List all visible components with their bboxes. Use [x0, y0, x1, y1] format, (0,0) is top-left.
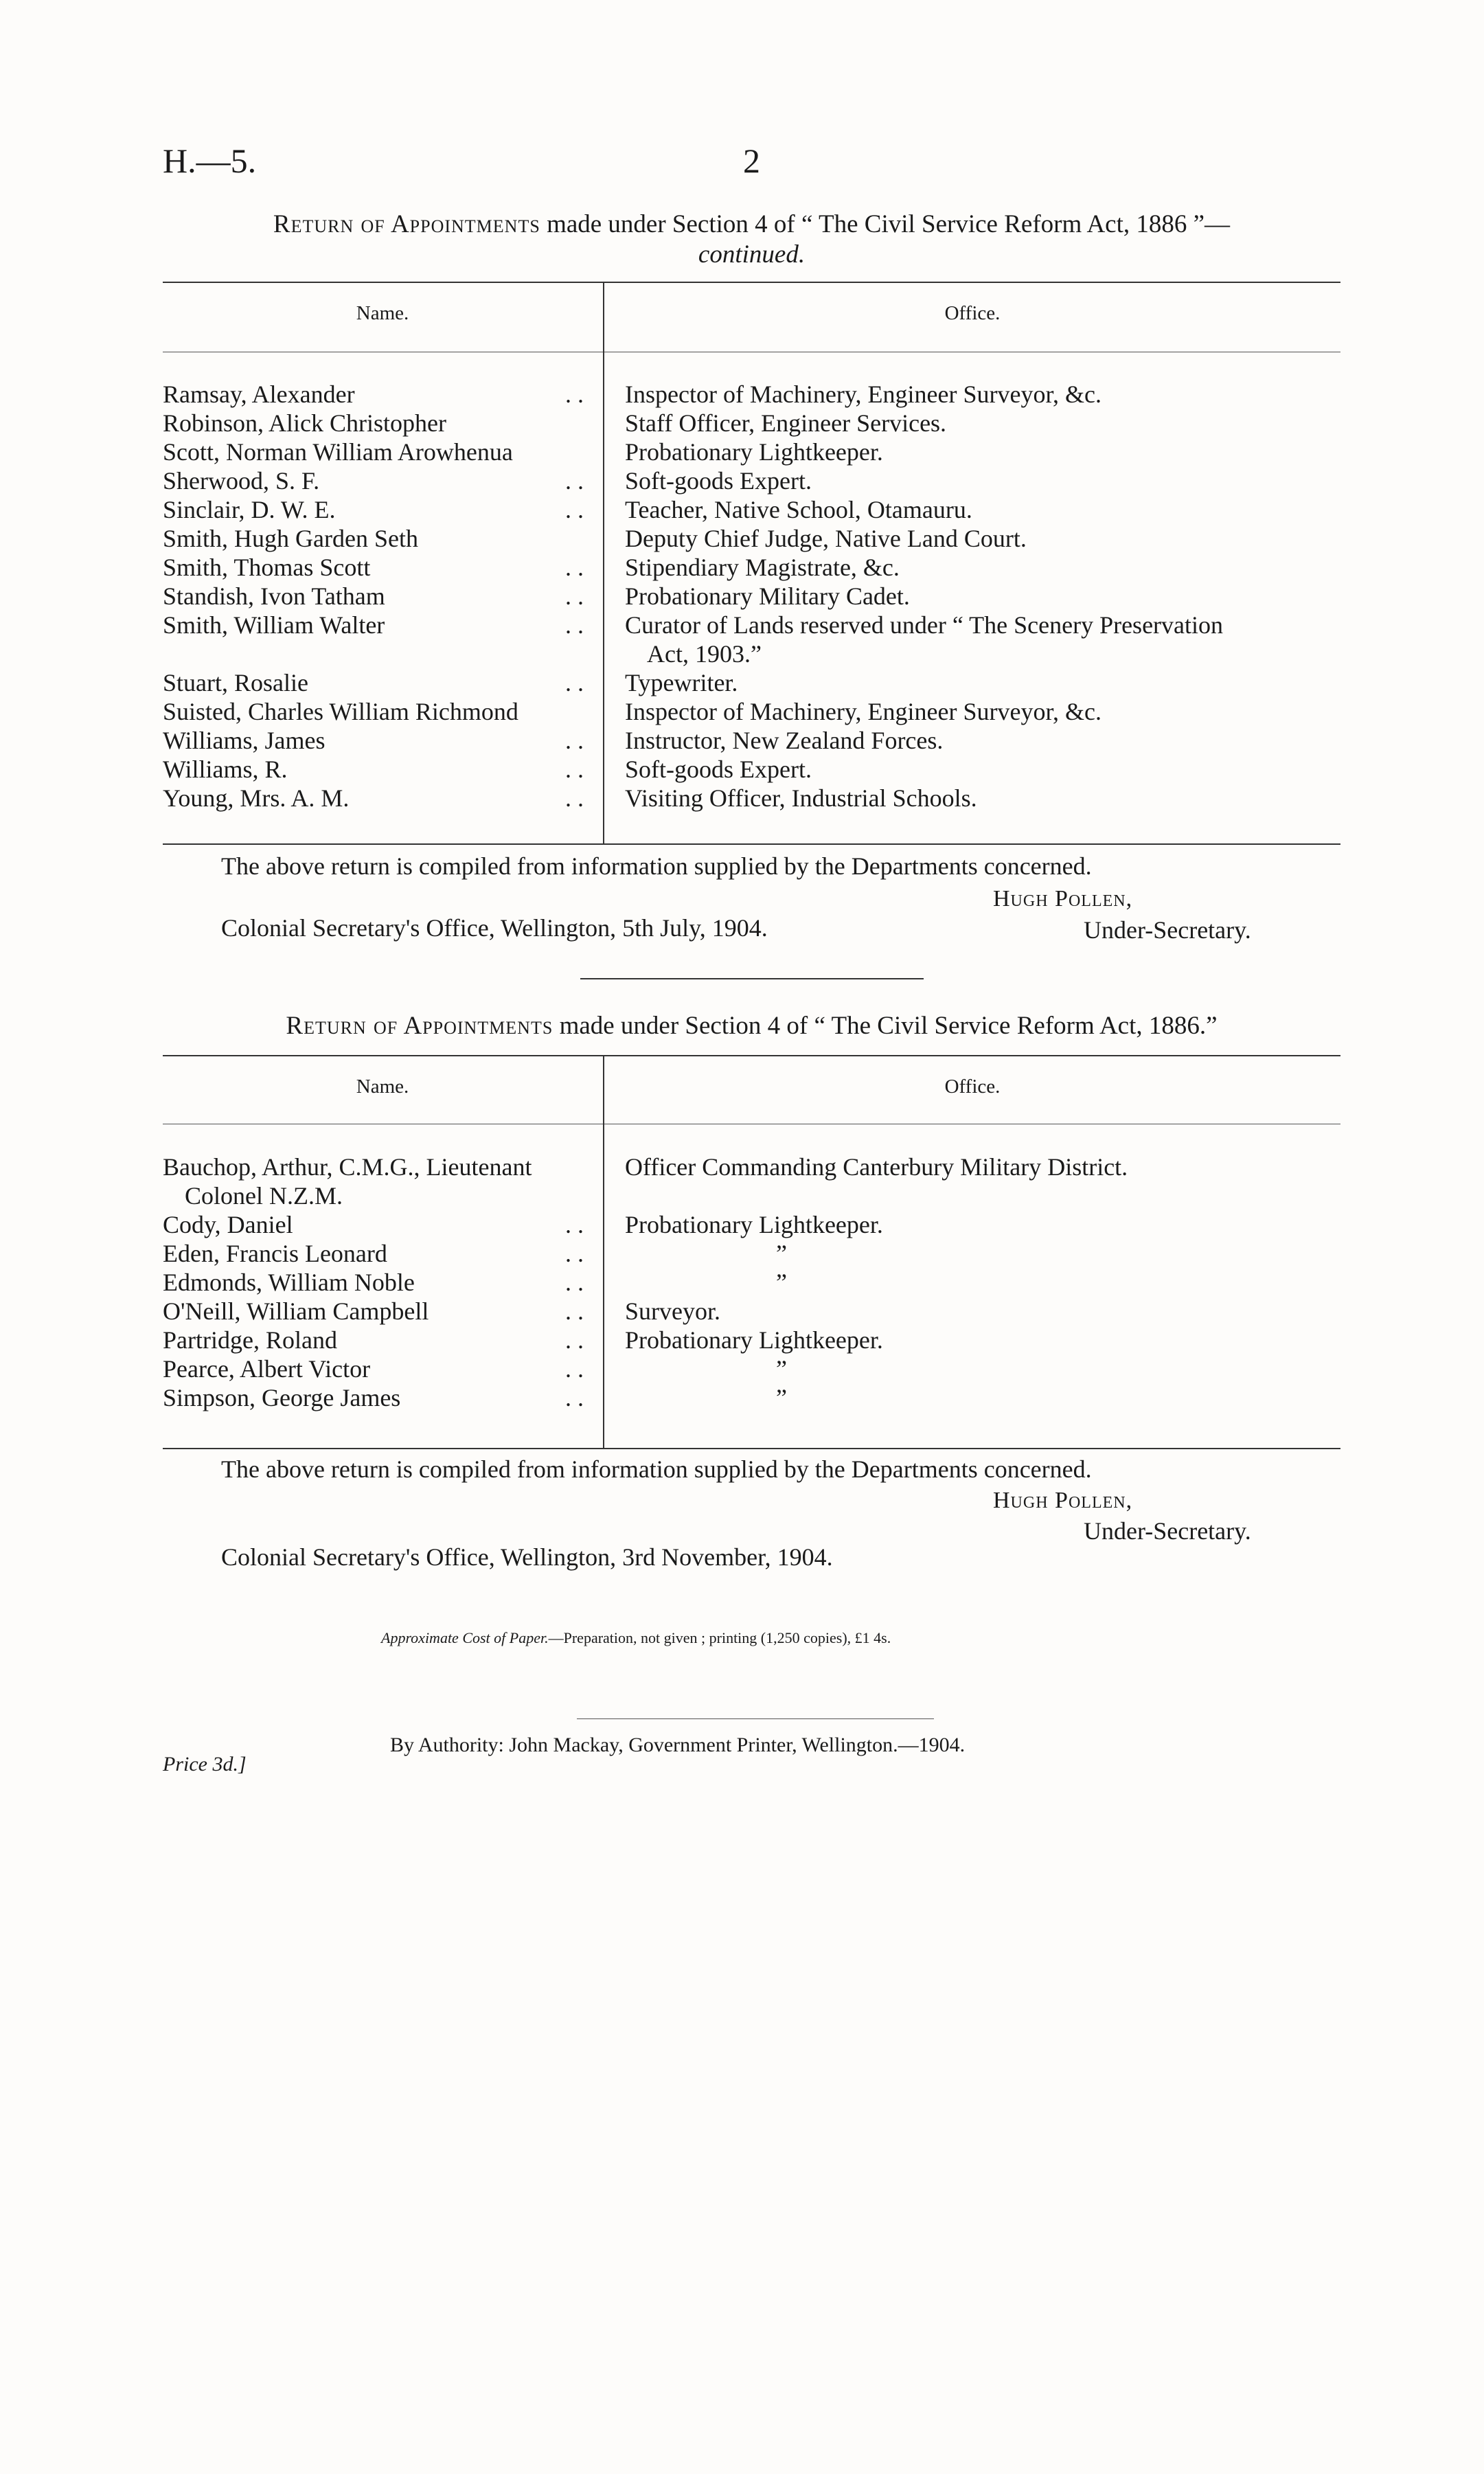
leader-dots: . . — [565, 756, 584, 783]
office-cell — [625, 582, 1340, 611]
appointee-name-text: Robinson, Alick Christopher — [163, 409, 446, 437]
table-row — [163, 1210, 1340, 1239]
section1-col-office: Office. — [944, 302, 1001, 324]
section2-place-date: Colonial Secretary's Office, Wellington, 3rd November, 1904. — [221, 1543, 833, 1571]
section2-table — [163, 1153, 1340, 1412]
appointee-name — [163, 1239, 589, 1268]
office-text: Probationary Lightkeeper. — [625, 438, 883, 466]
appointee-name-text: Sinclair, D. W. E. — [163, 496, 336, 523]
table-row — [163, 495, 1340, 524]
table-row — [163, 726, 1340, 755]
appointee-name-text: Suisted, Charles William Richmond — [163, 698, 518, 725]
office-text: Teacher, Native School, Otamauru. — [625, 496, 972, 523]
office-cell — [625, 466, 1340, 495]
appointee-name — [163, 409, 589, 438]
section1-col-name: Name. — [356, 302, 409, 324]
appointee-name — [163, 697, 589, 726]
appointee-name-text: Bauchop, Arthur, C.M.G., Lieutenant — [163, 1153, 532, 1181]
leader-dots: . . — [565, 1269, 584, 1296]
office-text-continued: Act, 1903.” — [647, 640, 762, 668]
table-row — [163, 611, 1340, 668]
table-row — [163, 755, 1340, 784]
leader-dots: . . — [565, 1355, 584, 1383]
office-text: Instructor, New Zealand Forces. — [625, 727, 944, 754]
appointee-name-text: Cody, Daniel — [163, 1211, 293, 1238]
section2-top-rule — [163, 1055, 1340, 1056]
leader-dots: . . — [565, 1297, 584, 1325]
table-row — [163, 553, 1340, 582]
table-row — [163, 784, 1340, 813]
section1-table — [163, 380, 1340, 813]
office-text: Officer Commanding Canterbury Military District. — [625, 1153, 1128, 1181]
table-row — [163, 409, 1340, 438]
office-text: Visiting Officer, Industrial Schools. — [625, 784, 977, 812]
section1-signatory-title: Under-Secretary. — [1084, 916, 1251, 944]
table-row — [163, 697, 1340, 726]
office-text: Staff Officer, Engineer Services. — [625, 409, 947, 437]
leader-dots: . . — [565, 784, 584, 812]
office-text: Typewriter. — [625, 669, 738, 696]
table-row — [163, 466, 1340, 495]
office-cell — [625, 1210, 1340, 1239]
leader-dots: . . — [565, 496, 584, 523]
section1-title — [163, 209, 1340, 270]
document-reference: H.—5. — [163, 141, 257, 180]
office-cell — [625, 755, 1340, 784]
table-row — [163, 524, 1340, 553]
office-text: Inspector of Machinery, Engineer Surveyor, &c. — [625, 381, 1101, 408]
appointee-name-text: Sherwood, S. F. — [163, 467, 320, 495]
section2-col-name: Name. — [356, 1076, 409, 1098]
office-text: Stipendiary Magistrate, &c. — [625, 554, 900, 581]
office-cell — [625, 524, 1340, 553]
table-row — [163, 380, 1340, 409]
appointee-name-text: Williams, James — [163, 727, 326, 754]
appointee-name — [163, 582, 589, 611]
appointee-name-text: Pearce, Albert Victor — [163, 1355, 371, 1383]
appointee-name-text: Edmonds, William Noble — [163, 1269, 415, 1296]
table-row — [163, 1326, 1340, 1354]
office-text: Surveyor. — [625, 1297, 720, 1325]
leader-dots: . . — [565, 669, 584, 696]
appointee-name — [163, 784, 589, 813]
appointee-name — [163, 1210, 589, 1239]
table-row — [163, 1153, 1340, 1210]
table-row — [163, 582, 1340, 611]
office-cell — [625, 1354, 1484, 1383]
office-text: Curator of Lands reserved under “ The Scenery Preservation — [625, 611, 1224, 639]
printer-authority: By Authority: John Mackay, Government Printer, Wellington.—1904. — [390, 1734, 966, 1756]
leader-dots: . . — [565, 582, 584, 610]
section1-signatory: Hugh Pollen, — [993, 886, 1133, 911]
appointee-name — [163, 495, 589, 524]
section2-col-office: Office. — [944, 1076, 1001, 1098]
section1-title-continued: continued. — [698, 240, 806, 269]
footer-rule — [577, 1718, 934, 1719]
appointee-name-text: Simpson, George James — [163, 1384, 401, 1411]
cost-text: —Preparation, not given ; printing (1,250 copies), £1 4s. — [548, 1629, 891, 1646]
section1-place-date: Colonial Secretary's Office, Wellington, 5th July, 1904. — [221, 914, 768, 942]
section1-title-rest: made under Section 4 of “ The Civil Service Reform Act, 1886 ”— — [540, 210, 1231, 238]
appointee-name — [163, 1153, 589, 1210]
table-row — [163, 668, 1340, 697]
section1-top-rule — [163, 282, 1340, 283]
table-row — [163, 438, 1340, 466]
office-cell — [625, 1239, 1484, 1268]
office-text: ” — [776, 1240, 787, 1267]
office-cell — [625, 409, 1340, 438]
appointee-name-continued: Colonel N.Z.M. — [185, 1182, 343, 1210]
office-cell — [625, 438, 1340, 466]
table-row — [163, 1268, 1340, 1297]
office-text: Probationary Lightkeeper. — [625, 1326, 883, 1354]
section2-signatory: Hugh Pollen, — [993, 1488, 1133, 1513]
office-cell — [625, 726, 1340, 755]
section2-title-prefix: Return of Appointments — [286, 1012, 553, 1040]
appointee-name — [163, 380, 589, 409]
appointee-name-text: Smith, William Walter — [163, 611, 385, 639]
office-text: Probationary Lightkeeper. — [625, 1211, 883, 1238]
appointee-name — [163, 1297, 589, 1326]
office-cell — [625, 380, 1340, 409]
office-text: Probationary Military Cadet. — [625, 582, 910, 610]
appointee-name-text: Ramsay, Alexander — [163, 381, 355, 408]
office-cell — [625, 1153, 1340, 1181]
section2-bottom-rule — [163, 1448, 1340, 1449]
appointee-name — [163, 726, 589, 755]
leader-dots: . . — [565, 1211, 584, 1238]
office-cell — [625, 1383, 1484, 1412]
office-cell — [625, 1268, 1484, 1297]
office-cell — [625, 495, 1340, 524]
appointee-name-text: Scott, Norman William Arowhenua — [163, 438, 513, 466]
appointee-name — [163, 1383, 589, 1412]
appointee-name — [163, 755, 589, 784]
cost-of-paper-note — [381, 1629, 891, 1647]
section2-title-rest: made under Section 4 of “ The Civil Service Reform Act, 1886.” — [553, 1012, 1218, 1040]
office-text: ” — [776, 1269, 787, 1296]
appointee-name-text: Eden, Francis Leonard — [163, 1240, 387, 1267]
appointee-name — [163, 438, 589, 466]
office-cell — [625, 1297, 1340, 1326]
section2-signatory-title: Under-Secretary. — [1084, 1517, 1251, 1545]
office-text: Deputy Chief Judge, Native Land Court. — [625, 525, 1027, 552]
office-cell — [625, 553, 1340, 582]
leader-dots: . . — [565, 1240, 584, 1267]
section1-title-prefix: Return of Appointments — [273, 210, 540, 238]
office-text: ” — [776, 1384, 787, 1411]
appointee-name-text: Young, Mrs. A. M. — [163, 784, 350, 812]
table-row — [163, 1239, 1340, 1268]
section2-note: The above return is compiled from information supplied by the Departments concerned. — [221, 1455, 1092, 1483]
page-number: 2 — [743, 141, 760, 180]
office-cell — [625, 1326, 1340, 1354]
price: Price 3d.] — [163, 1753, 247, 1775]
leader-dots: . . — [565, 554, 584, 581]
appointee-name-text: Standish, Ivon Tatham — [163, 582, 385, 610]
appointee-name-text: Smith, Thomas Scott — [163, 554, 371, 581]
leader-dots: . . — [565, 467, 584, 495]
table-row — [163, 1383, 1340, 1412]
cost-label: Approximate Cost of Paper. — [381, 1629, 549, 1646]
section1-bottom-rule — [163, 843, 1340, 845]
appointee-name-text: Partridge, Roland — [163, 1326, 337, 1354]
office-cell — [625, 697, 1340, 726]
appointee-name — [163, 611, 589, 668]
appointee-name-text: Williams, R. — [163, 756, 288, 783]
leader-dots: . . — [565, 1326, 584, 1354]
appointee-name — [163, 1354, 589, 1383]
table-row — [163, 1297, 1340, 1326]
office-text: Inspector of Machinery, Engineer Surveyor, &c. — [625, 698, 1101, 725]
appointee-name — [163, 466, 589, 495]
section2-title — [163, 1011, 1340, 1041]
appointee-name-text: Smith, Hugh Garden Seth — [163, 525, 418, 552]
office-text: Soft-goods Expert. — [625, 756, 812, 783]
appointee-name — [163, 1268, 589, 1297]
appointee-name-text: Stuart, Rosalie — [163, 669, 308, 696]
appointee-name — [163, 553, 589, 582]
appointee-name — [163, 668, 589, 697]
section1-note: The above return is compiled from information supplied by the Departments concerned. — [221, 852, 1092, 880]
leader-dots: . . — [565, 1384, 584, 1411]
appointee-name — [163, 524, 589, 553]
section-divider — [580, 978, 924, 979]
appointee-name-text: O'Neill, William Campbell — [163, 1297, 429, 1325]
office-cell — [625, 611, 1340, 668]
table-row — [163, 1354, 1340, 1383]
leader-dots: . . — [565, 381, 584, 408]
leader-dots: . . — [565, 611, 584, 639]
appointee-name — [163, 1326, 589, 1354]
office-cell — [625, 784, 1340, 813]
office-text: ” — [776, 1355, 787, 1383]
office-text: Soft-goods Expert. — [625, 467, 812, 495]
office-cell — [625, 668, 1340, 697]
leader-dots: . . — [565, 727, 584, 754]
